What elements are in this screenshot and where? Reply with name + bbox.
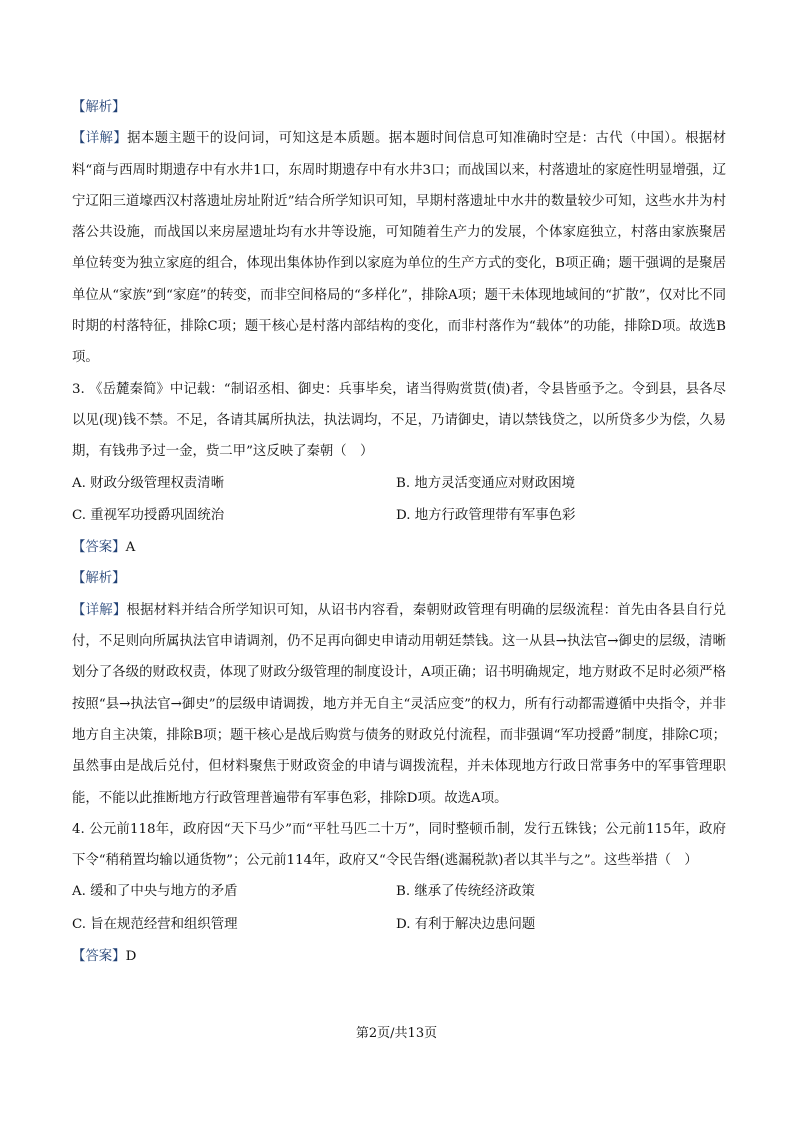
options-row — [72, 468, 726, 500]
option-b: B. 继承了传统经济政策 — [396, 884, 535, 900]
options-row — [72, 500, 726, 532]
detail-text: 据本题主题干的设问词，可知这是本质题。据本题时间信息可知准确时空是：古代（中国）。根据材料“商与西周时期遗存中有水井1口，东周时期遗存中有水井3口；而战国以来，村落遗址的家庭性明显增强，辽宁辽阳三道壕西汉村落遗址房址附近”结合所学知识可知，早期村落遗址中水井的数量较少可知，这些水井为村落公共设施，而战国以来房屋遗址均有水井等设施，可知随着生产力的发展，个体家庭独立，村落由家族聚居单位转变为独立家庭的组合，体现出集体协作到以家庭为单位的生产方式的变化，B项正确；题干强调的是聚居单位从“家族”到“家庭”的转变，而非空间格局的“多样化”，排除A项；题干未体现地域间的“扩散”，仅对比不同时期的村落特征，排除C项；题干核心是村落内部结构的变化，而非村落作为“载体”的功能，排除D项。故选B项。 — [72, 131, 727, 366]
option-a: A. 缓和了中央与地方的矛盾 — [72, 884, 238, 900]
option-d: D. 有利于解决边患问题 — [396, 916, 536, 932]
option-d: D. 地方行政管理带有军事色彩 — [396, 507, 576, 523]
analysis-tag: 【解析】 — [72, 571, 126, 587]
detail-tag: 【详解】 — [72, 602, 127, 618]
options-row — [72, 909, 726, 941]
question-stem: 3. 《岳麓秦简》中记载：“制诏丞相、御史：兵事毕矣，诸当得购赏贳(债)者，令县皆亟予之。令到县，县各尽以见(现)钱不禁。不足，各请其属所执法，执法调均，不足，乃请御史，请以禁钱贷之，以所贷多少为偿，久易期，有钱弗予过一金，赀二甲”这反映了秦朝（ ） — [72, 381, 726, 460]
answer-value: D — [125, 949, 137, 965]
answer-value: A — [125, 540, 136, 556]
detail-tag: 【详解】 — [72, 131, 128, 147]
option-b: B. 地方灵活变通应对财政困境 — [396, 475, 576, 491]
detail-paragraph — [72, 123, 726, 373]
question-stem: 4. 公元前118年，政府因“天下马少”而“平牡马匹二十万”，同时整顿币制，发行五铢钱；公元前115年，政府下令“稍稍置均输以通货物”；公元前114年，政府又“令民告缗(逃漏税款)者以其半与之”。这些举措（ ） — [72, 821, 726, 869]
option-c: C. 旨在规范经营和组织管理 — [72, 916, 238, 932]
document-body — [72, 92, 726, 972]
option-a: A. 财政分级管理权责清晰 — [72, 475, 225, 491]
answer-line — [72, 941, 726, 972]
options-row — [72, 876, 726, 908]
option-c: C. 重视军功授爵巩固统治 — [72, 507, 225, 523]
analysis-tag: 【解析】 — [72, 100, 126, 115]
answer-tag: 【答案】 — [72, 949, 126, 965]
answer-tag: 【答案】 — [72, 540, 126, 556]
detail-text: 根据材料并结合所学知识可知，从诏书内容看，秦朝财政管理有明确的层级流程：首先由各县自行兑付，不足则向所属执法官申请调剂，仍不足再向御史申请动用朝廷禁钱。这一从县→执法官→御史的层级，清晰划分了各级的财政权责，体现了财政分级管理的制度设计，A项正确；诏书明确规定，地方财政不足时必须严格按照“县→执法官→御史”的层级申请调拨，地方并无自主“灵活应变”的权力，所有行动都需遵循中央指令，并非地方自主决策，排除B项；题干核心是战后购赏与债务的财政兑付流程，而非强调“军功授爵”制度，排除C项；虽然事由是战后兑付，但材料聚焦于财政资金的申请与调拨流程，并未体现地方行政日常事务中的军事管理职能，不能以此推断地方行政管理普遍带有军事色彩，排除D项。故选A项。 — [72, 602, 727, 806]
page-footer: 第2页/共13页 — [355, 1026, 438, 1041]
answer-line — [72, 532, 726, 563]
detail-paragraph — [72, 595, 726, 814]
